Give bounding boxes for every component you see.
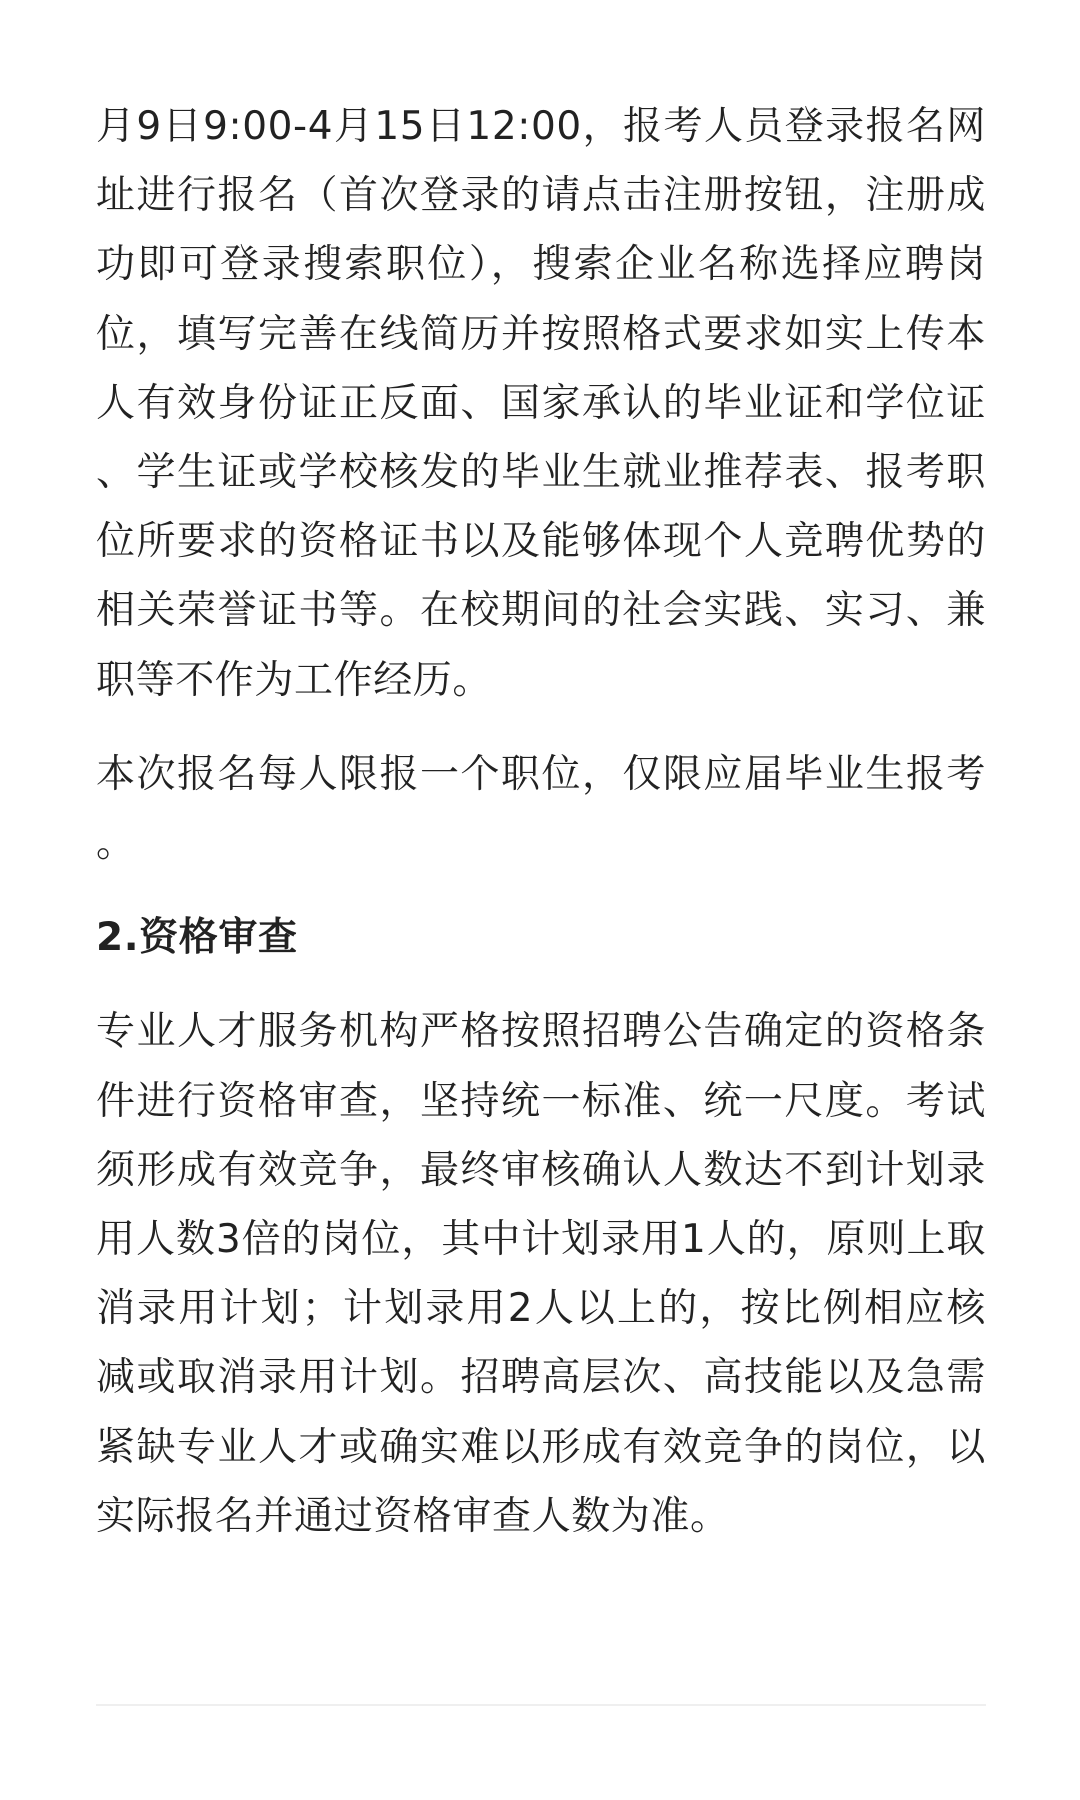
registration-paragraph: 月9日9:00-4月15日12:00，报考人员登录报名网址进行报名（首次登录的请点击注册按钮，注册成功即可登录搜索职位），搜索企业名称选择应聘岗位，填写完善在线简历并按照格式要求如实上传本人有效身份证正反面、国家承认的毕业证和学位证、学生证或学校核发的毕业生就业推荐表、报考职位所要求的资格证书以及能够体现个人竞聘优势的相关荣誉证书等。在校期间的社会实践、实习、兼职等不作为工作经历。 bbox=[96, 104, 986, 703]
qualification-review-paragraph: 专业人才服务机构严格按照招聘公告确定的资格条件进行资格审查，坚持统一标准、统一尺度。考试须形成有效竞争，最终审核确认人数达不到计划录用人数3倍的岗位，其中计划录用1人的，原则上取消录用计划；计划录用2人以上的，按比例相应核减或取消录用计划。招聘高层次、高技能以及急需紧缺专业人才或确实难以形成有效竞争的岗位，以实际报名并通过资格审查人数为准。 bbox=[96, 1009, 986, 1539]
divider bbox=[96, 1704, 986, 1706]
article-body bbox=[96, 92, 986, 1551]
section-heading: 2.资格审查 bbox=[96, 915, 298, 961]
registration-limit-paragraph: 本次报名每人限报一个职位，仅限应届毕业生报考。 bbox=[96, 751, 986, 867]
